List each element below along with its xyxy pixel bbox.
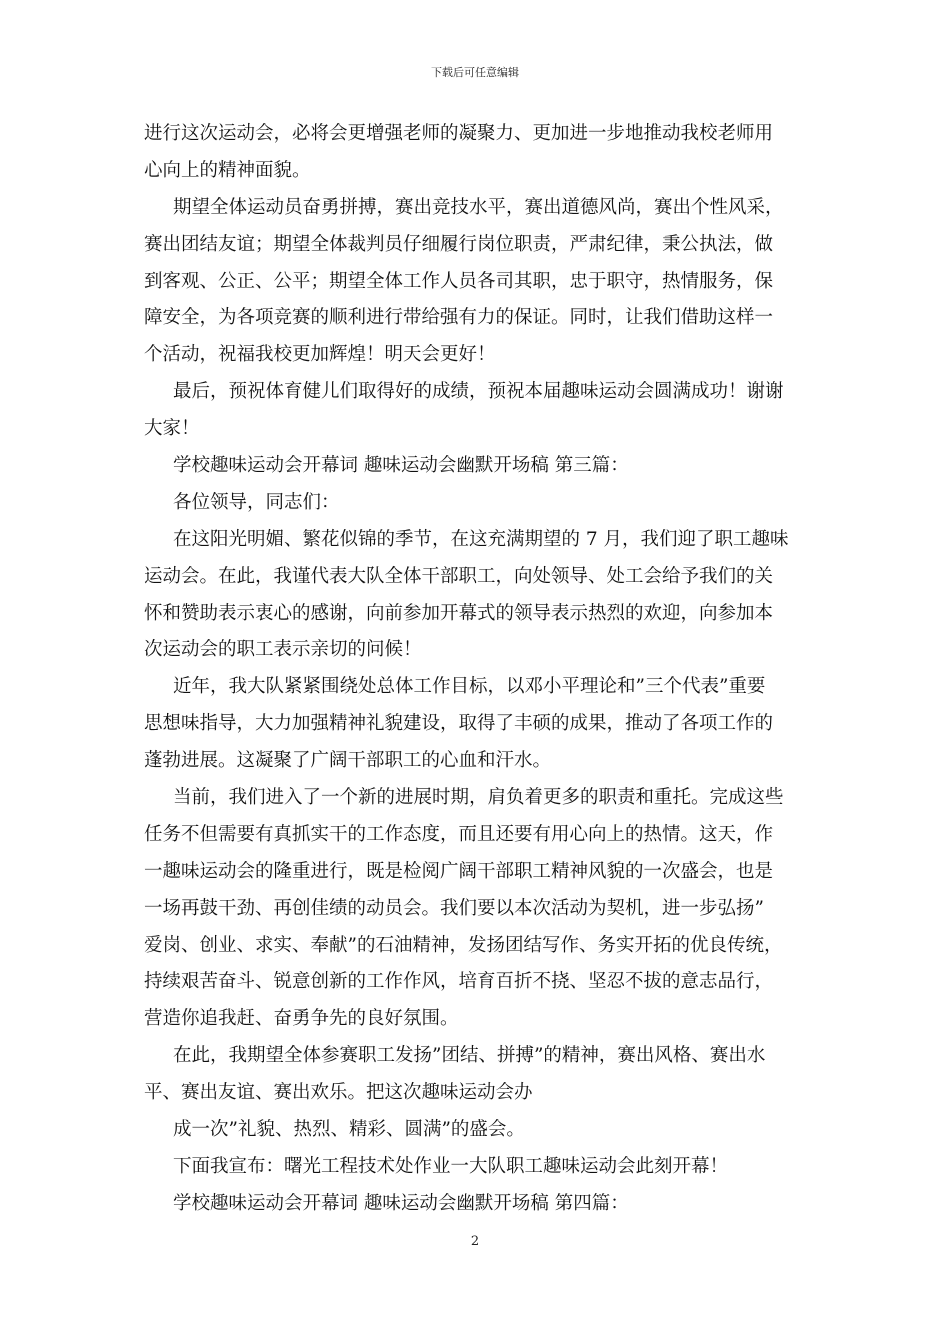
text-line: 持续艰苦奋斗、锐意创新的工作作风，培育百折不挠、坚忍不拔的意志品行， [144,971,774,993]
section-heading: 学校趣味运动会开幕词 趣味运动会幽默开场稿 第三篇： [173,455,629,477]
text-line: 成一次”礼貌、热烈、精彩、圆满”的盛会。 [173,1119,525,1141]
text-line: 一场再鼓干劲、再创佳绩的动员会。我们要以本次活动为契机，进一步弘扬” [144,897,764,919]
text-line: 下面我宣布：曙光工程技术处作业一大队职工趣味运动会此刻开幕！ [173,1155,729,1177]
text-line: 期望全体运动员奋勇拼搏，赛出竞技水平，赛出道德风尚，赛出个性风采， [173,196,784,218]
page-number: 2 [470,1234,480,1249]
text-line: 平、赛出友谊、赛出欢乐。把这次趣味运动会办 [144,1082,533,1104]
document-body [144,116,820,1223]
text-line: 运动会。在此，我谨代表大队全体干部职工，向处领导、处工会给予我们的关 [144,565,774,587]
text-line: 赛出团结友谊；期望全体裁判员仔细履行岗位职责，严肃纪律，秉公执法，做 [144,233,774,255]
text-line: 爱岗、创业、求实、奉献”的石油精神，发扬团结写作、务实开拓的优良传统， [144,934,783,956]
text-line: 障安全，为各项竞赛的顺利进行带给强有力的保证。同时，让我们借助这样一 [144,307,774,329]
text-line: 怀和赞助表示衷心的感谢，向前参加开幕式的领导表示热烈的欢迎，向参加本 [144,602,774,624]
text-line: 在这阳光明媚、繁花似锦的季节，在这充满期望的 7 月，我们迎了职工趣味 [173,528,789,550]
text-line: 营造你追我赶、奋勇争先的良好氛围。 [144,1008,459,1030]
text-line: 次运动会的职工表示亲切的问候！ [144,639,422,661]
text-line: 一趣味运动会的隆重进行，既是检阅广阔干部职工精神风貌的一次盛会，也是 [144,860,774,882]
text-line: 大家！ [144,418,200,440]
text-line: 近年，我大队紧紧围绕处总体工作目标，以邓小平理论和”三个代表”重要 [173,676,766,698]
text-line: 蓬勃进展。这凝聚了广阔干部职工的心血和汗水。 [144,750,552,772]
section-heading: 学校趣味运动会开幕词 趣味运动会幽默开场稿 第四篇： [173,1192,629,1214]
salutation: 各位领导，同志们： [173,491,340,513]
text-line: 在此，我期望全体参赛职工发扬”团结、拼搏”的精神，赛出风格、赛出水 [173,1045,766,1067]
text-line: 进行这次运动会，必将会更增强老师的凝聚力、更加进一步地推动我校老师用 [144,123,774,144]
text-line: 任务不但需要有真抓实干的工作态度，而且还要有用心向上的热情。这天，作 [144,823,774,845]
text-line: 最后，预祝体育健儿们取得好的成绩，预祝本届趣味运动会圆满成功！谢谢 [173,381,784,403]
text-line: 当前，我们进入了一个新的进展时期，肩负着更多的职责和重托。完成这些 [173,787,784,809]
text-line: 思想味指导，大力加强精神礼貌建设，取得了丰硕的成果，推动了各项工作的 [144,713,774,735]
page-header: 下载后可任意编辑 [431,66,519,79]
text-line: 个活动，祝福我校更加辉煌！明天会更好！ [144,344,496,366]
text-line: 到客观、公正、公平；期望全体工作人员各司其职，忠于职守，热情服务，保 [144,270,774,292]
text-line: 心向上的精神面貌。 [144,159,311,181]
